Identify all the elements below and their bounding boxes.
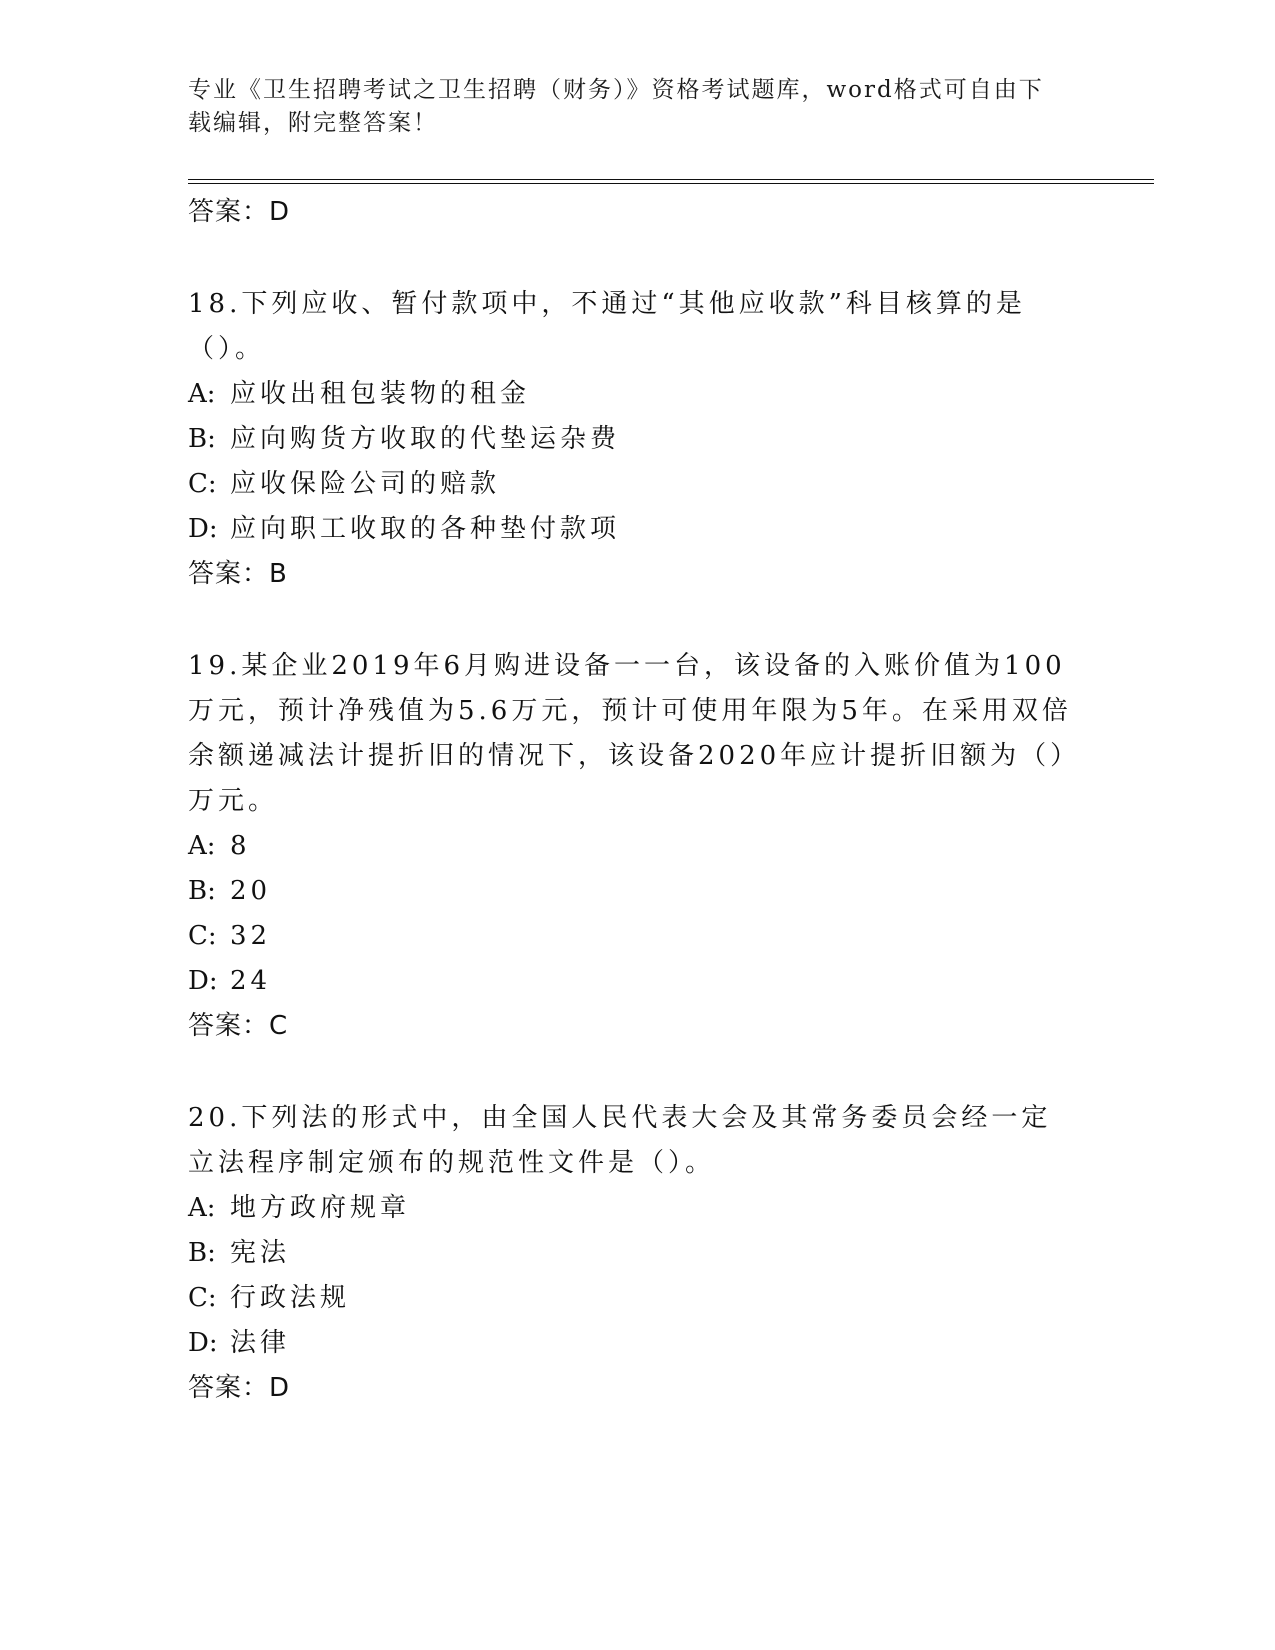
option-label: D:	[188, 966, 218, 996]
option-c	[188, 914, 1078, 959]
question-block	[188, 644, 1078, 1048]
option-text: 应收保险公司的赔款	[230, 469, 501, 499]
option-b	[188, 417, 1078, 462]
option-text: 应向购货方收取的代垫运杂费	[230, 424, 621, 454]
answer-line: 答案：C	[188, 1011, 289, 1041]
option-label: C:	[188, 921, 217, 951]
option-d	[188, 507, 1078, 552]
option-text: 地方政府规章	[230, 1193, 411, 1223]
option-text: 宪法	[230, 1238, 291, 1268]
option-label: A:	[188, 1193, 216, 1223]
answer-line: 答案：D	[188, 197, 291, 227]
option-text: 32	[230, 921, 272, 951]
question-list	[188, 190, 1078, 1410]
option-label: B:	[188, 876, 216, 906]
option-label: D:	[188, 514, 218, 544]
option-text: 24	[230, 966, 272, 996]
option-label: B:	[188, 1238, 216, 1268]
question-text: 20.下列法的形式中，由全国人民代表大会及其常务委员会经一定立法程序制定颁布的规范性文件是（）。	[188, 1103, 1052, 1178]
option-label: A:	[188, 831, 216, 861]
option-b	[188, 869, 1078, 914]
option-a	[188, 824, 1078, 869]
option-c	[188, 462, 1078, 507]
option-a	[188, 1186, 1078, 1231]
option-d	[188, 959, 1078, 1004]
option-text: 20	[230, 876, 272, 906]
option-text: 应向职工收取的各种垫付款项	[230, 514, 621, 544]
header-divider-top	[188, 179, 1154, 180]
option-label: C:	[188, 1283, 217, 1313]
option-text: 8	[230, 831, 251, 861]
answer-line: 答案：B	[188, 559, 288, 589]
option-label: A:	[188, 379, 216, 409]
option-a	[188, 372, 1078, 417]
question-block	[188, 1096, 1078, 1410]
header-divider-bottom	[188, 183, 1154, 184]
document-header: 专业《卫生招聘考试之卫生招聘（财务）》资格考试题库，word格式可自由下载编辑，附完整答案！	[188, 77, 1044, 136]
option-label: C:	[188, 469, 217, 499]
option-text: 行政法规	[230, 1283, 351, 1313]
option-text: 应收出租包装物的租金	[230, 379, 531, 409]
question-text: 18.下列应收、暂付款项中，不通过“其他应收款”科目核算的是（）。	[188, 289, 1026, 364]
option-text: 法律	[230, 1328, 291, 1358]
option-d	[188, 1321, 1078, 1366]
question-block	[188, 282, 1078, 596]
option-label: D:	[188, 1328, 218, 1358]
option-c	[188, 1276, 1078, 1321]
question-text: 19.某企业2019年6月购进设备一一台，该设备的入账价值为100万元，预计净残值为5.6万元，预计可使用年限为5年。在采用双倍余额递减法计提折旧的情况下，该设备2020年应计提折旧额为（）万元。	[188, 651, 1072, 816]
option-label: B:	[188, 424, 216, 454]
answer-line: 答案：D	[188, 1373, 291, 1403]
option-b	[188, 1231, 1078, 1276]
